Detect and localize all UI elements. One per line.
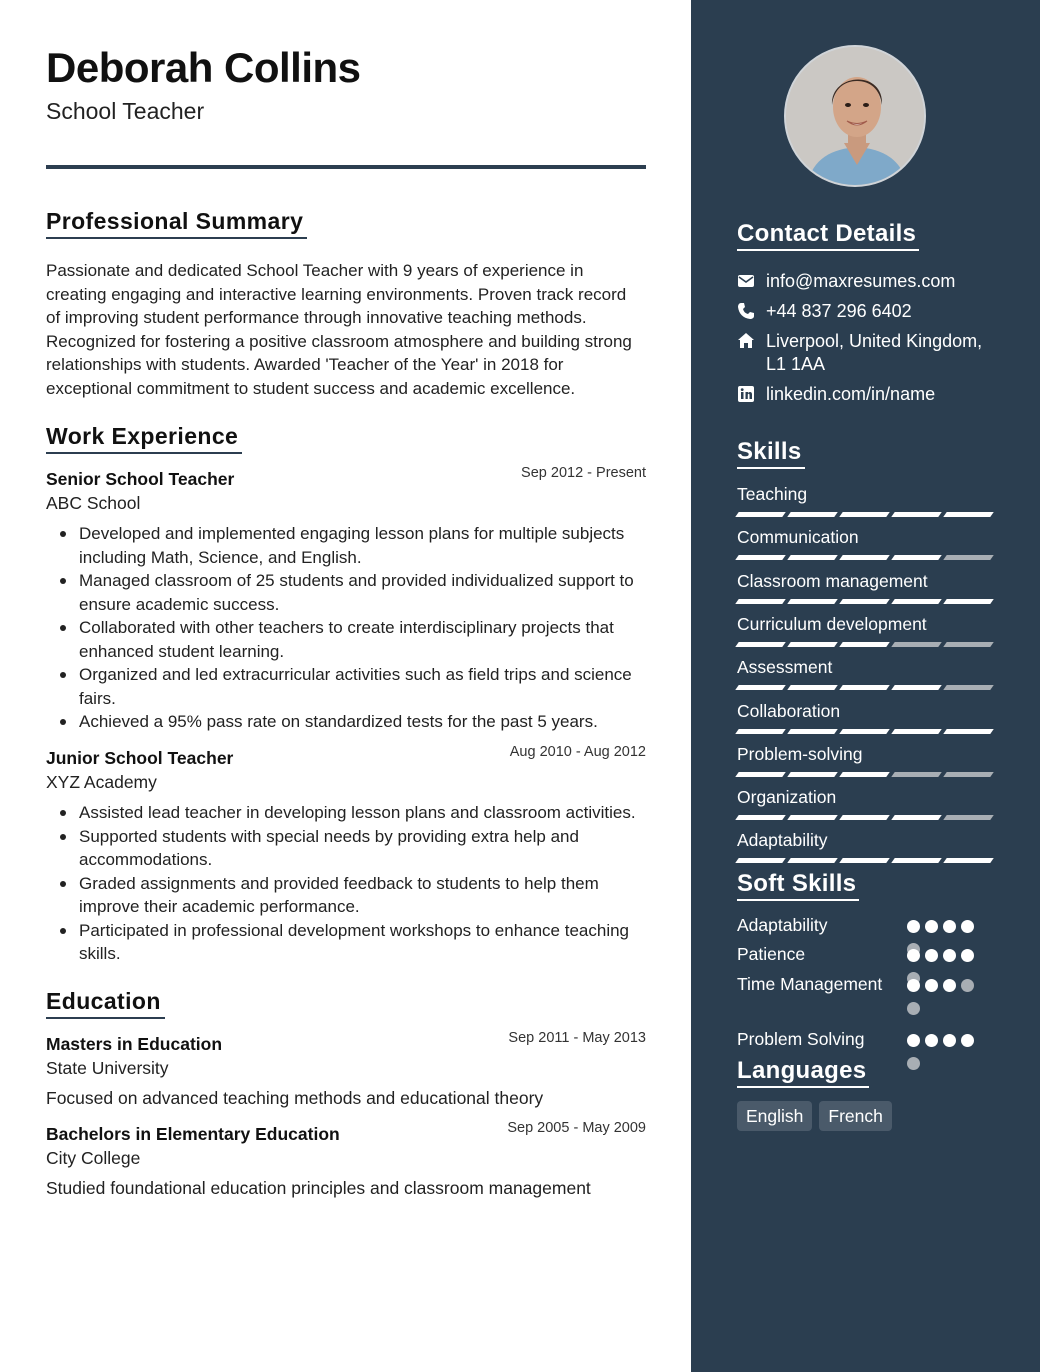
skill-segment-filled (787, 815, 838, 820)
education-entry (46, 1030, 646, 1110)
rating-dot-filled (943, 920, 956, 933)
skill-segment-empty (891, 772, 942, 777)
profile-photo (784, 45, 926, 187)
skill-name: Communication (737, 527, 859, 548)
skill-segment-filled (787, 599, 838, 604)
job-employer: XYZ Academy (46, 772, 157, 792)
rating-dot-filled (907, 949, 920, 962)
rating-dot-filled (925, 979, 938, 992)
soft-skill-name: Patience (737, 944, 806, 964)
soft-skill-item (737, 972, 997, 997)
soft-skill-name: Time Management (737, 974, 883, 994)
contact-email-text: info@maxresumes.com (766, 271, 956, 291)
skill-segment-filled (787, 772, 838, 777)
skill-segment-filled (787, 685, 838, 690)
rating-dot-empty (907, 1057, 920, 1070)
contact-linkedin-text: linkedin.com/in/name (766, 384, 936, 404)
skill-segment-filled (943, 858, 994, 863)
skill-name: Assessment (737, 657, 833, 678)
skill-segment-filled (787, 729, 838, 734)
skill-segment-filled (735, 772, 786, 777)
rating-dot-filled (907, 920, 920, 933)
home-icon (737, 332, 755, 350)
skill-segment-empty (943, 772, 994, 777)
sidebar (691, 0, 1040, 1372)
skill-segment-filled (735, 599, 786, 604)
rating-dot-empty (961, 979, 974, 992)
skill-name: Collaboration (737, 700, 841, 721)
job-employer: ABC School (46, 493, 141, 513)
degree-title: Bachelors in Elementary Education (46, 1124, 340, 1144)
skill-level-bar (737, 815, 993, 820)
skill-segment-filled (943, 729, 994, 734)
skill-segment-filled (943, 512, 994, 517)
skill-segment-empty (943, 555, 994, 560)
language-tag: French (819, 1101, 891, 1131)
skill-segment-filled (943, 599, 994, 604)
experience-entry (46, 465, 646, 734)
skill-segment-filled (735, 729, 786, 734)
job-dates: Aug 2010 - Aug 2012 (509, 744, 646, 760)
degree-description: Studied foundational education principles and classroom management (46, 1178, 591, 1198)
linkedin-icon (737, 385, 755, 403)
rating-dot-filled (961, 1034, 974, 1047)
job-bullet: Organized and led extracurricular activities such as field trips and science fairs. (46, 663, 636, 710)
skill-segment-empty (943, 815, 994, 820)
skill-item (737, 786, 993, 820)
skill-segment-filled (839, 555, 890, 560)
skill-item (737, 656, 993, 690)
skill-level-bar (737, 512, 993, 517)
skill-level-bar (737, 772, 993, 777)
soft-skill-item (737, 913, 997, 938)
school-name: City College (46, 1148, 141, 1168)
skill-item (737, 570, 993, 604)
skill-segment-filled (891, 815, 942, 820)
job-title: Senior School Teacher (46, 469, 235, 489)
candidate-role: School Teacher (46, 98, 205, 124)
summary-text: Passionate and dedicated School Teacher with 9 years of experience in creating engaging and interactive learning environments. Proven track record of improving student performance through innovative teaching methods. Recognized for fostering a positive classroom atmosphere and building strong relationships with students. Awarded 'Teacher of the Year' in 2018 for exceptional commitment to student success and academic excellence. (46, 261, 632, 398)
skill-level-bar (737, 599, 993, 604)
skill-segment-filled (891, 858, 942, 863)
skill-item (737, 613, 993, 647)
contact-phone[interactable] (737, 300, 997, 323)
summary-heading: Professional Summary (46, 208, 307, 239)
soft-skills-heading: Soft Skills (737, 870, 859, 901)
contact-phone-text: +44 837 296 6402 (766, 301, 912, 321)
skill-level-bar (737, 685, 993, 690)
skill-item (737, 743, 993, 777)
skill-level-bar (737, 729, 993, 734)
rating-dot-filled (961, 920, 974, 933)
skill-segment-filled (891, 512, 942, 517)
skill-segment-filled (735, 858, 786, 863)
skill-segment-filled (735, 685, 786, 690)
skill-name: Teaching (737, 484, 808, 504)
degree-description: Focused on advanced teaching methods and educational theory (46, 1088, 544, 1108)
skill-segment-filled (735, 815, 786, 820)
job-bullet: Participated in professional development workshops to enhance teaching skills. (46, 919, 636, 966)
skill-segment-filled (787, 555, 838, 560)
skill-segment-filled (839, 815, 890, 820)
languages-list (737, 1101, 892, 1131)
soft-skill-name: Problem Solving (737, 1029, 865, 1049)
skill-segment-filled (891, 599, 942, 604)
rating-dot-filled (943, 949, 956, 962)
job-bullet: Supported students with special needs by providing extra help and accommodations. (46, 825, 636, 872)
skill-item (737, 526, 993, 560)
rating-dot-filled (925, 920, 938, 933)
skill-segment-empty (943, 642, 994, 647)
job-bullets (46, 522, 646, 734)
contact-linkedin[interactable] (737, 383, 997, 406)
job-title: Junior School Teacher (46, 748, 234, 768)
job-bullets (46, 801, 646, 966)
skill-segment-filled (839, 512, 890, 517)
skill-segment-empty (943, 685, 994, 690)
job-bullet: Assisted lead teacher in developing lesson plans and classroom activities. (46, 801, 636, 825)
education-entry (46, 1120, 646, 1200)
skill-segment-filled (839, 685, 890, 690)
contact-address-text: Liverpool, United Kingdom, L1 1AA (766, 331, 983, 374)
skill-item (737, 483, 993, 517)
skill-item (737, 829, 993, 863)
rating-dot-filled (943, 979, 956, 992)
skill-segment-filled (839, 858, 890, 863)
skill-segment-filled (787, 512, 838, 517)
experience-entry (46, 744, 646, 966)
skill-name: Adaptability (737, 830, 828, 851)
phone-icon (737, 302, 755, 320)
contact-email[interactable] (737, 270, 997, 293)
rating-dot-filled (925, 1034, 938, 1047)
skill-segment-filled (891, 685, 942, 690)
skill-segment-empty (891, 642, 942, 647)
skill-segment-filled (787, 642, 838, 647)
contact-address (737, 330, 997, 376)
job-bullet: Developed and implemented engaging lesson plans for multiple subjects including Math, Science, and English. (46, 522, 636, 569)
contact-heading: Contact Details (737, 220, 919, 251)
languages-heading: Languages (737, 1057, 869, 1088)
skill-level-bar (737, 858, 993, 863)
skill-segment-filled (839, 642, 890, 647)
envelope-icon (737, 272, 755, 290)
degree-dates: Sep 2005 - May 2009 (507, 1120, 646, 1136)
skill-level-bar (737, 555, 993, 560)
job-bullet: Collaborated with other teachers to create interdisciplinary projects that enhanced student learning. (46, 616, 636, 663)
candidate-name: Deborah Collins (46, 44, 361, 91)
skill-item (737, 700, 993, 734)
degree-dates: Sep 2011 - May 2013 (508, 1030, 646, 1046)
rating-dot-filled (961, 949, 974, 962)
skills-heading: Skills (737, 438, 805, 469)
rating-dot-empty (907, 1002, 920, 1015)
experience-heading: Work Experience (46, 423, 242, 454)
job-bullet: Achieved a 95% pass rate on standardized tests for the past 5 years. (46, 710, 636, 734)
skill-segment-filled (787, 858, 838, 863)
skill-name: Classroom management (737, 570, 928, 591)
rating-dot-filled (925, 949, 938, 962)
education-heading: Education (46, 988, 165, 1019)
skill-segment-filled (735, 512, 786, 517)
rating-dot-filled (943, 1034, 956, 1047)
skill-name: Problem-solving (737, 743, 863, 764)
job-bullet: Managed classroom of 25 students and provided individualized support to ensure academic success. (46, 569, 636, 616)
skill-segment-filled (735, 642, 786, 647)
job-dates: Sep 2012 - Present (521, 465, 646, 481)
soft-skill-item (737, 942, 997, 967)
skill-segment-filled (839, 729, 890, 734)
skill-segment-filled (891, 729, 942, 734)
header-divider (46, 165, 646, 169)
rating-dot-filled (907, 979, 920, 992)
avatar-illustration (786, 47, 926, 187)
skill-segment-filled (735, 555, 786, 560)
language-tag: English (737, 1101, 812, 1131)
skill-name: Curriculum development (737, 613, 927, 634)
soft-skill-name: Adaptability (737, 915, 828, 935)
soft-skill-item (737, 1027, 997, 1052)
skill-segment-filled (891, 555, 942, 560)
school-name: State University (46, 1058, 169, 1078)
skill-segment-filled (839, 599, 890, 604)
rating-dot-filled (907, 1034, 920, 1047)
skill-segment-filled (839, 772, 890, 777)
job-bullet: Graded assignments and provided feedback to students to help them improve their academic performance. (46, 872, 636, 919)
skill-name: Organization (737, 787, 837, 808)
skill-level-bar (737, 642, 993, 647)
degree-title: Masters in Education (46, 1034, 223, 1054)
